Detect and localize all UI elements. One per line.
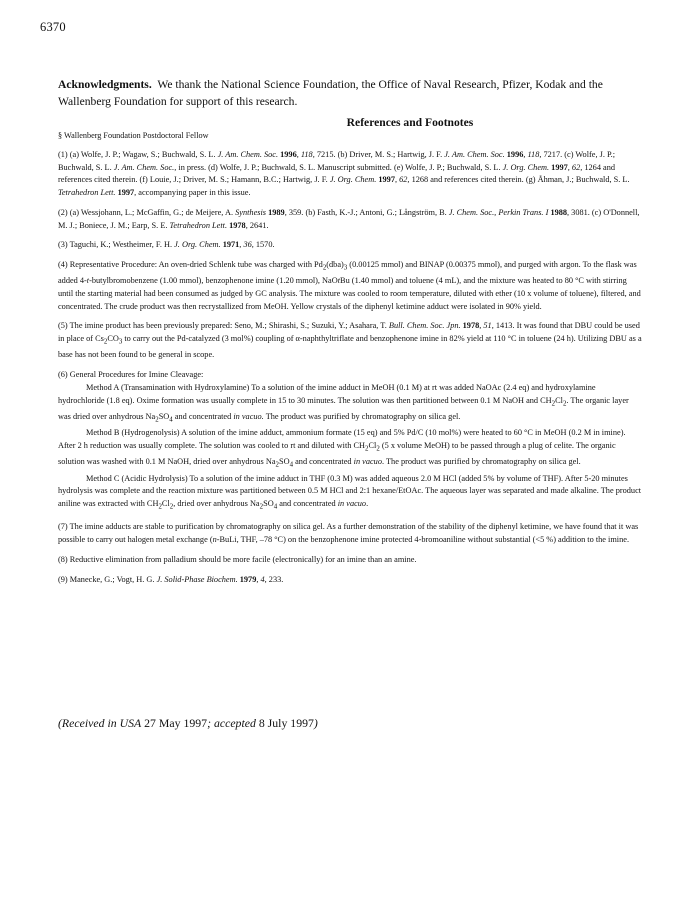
page-number: 6370 [40, 20, 66, 34]
reference-9: (9) Manecke, G.; Vogt, H. G. J. Solid-Phase Biochem. 1979, 4, 233. [58, 574, 284, 584]
acknowledgments-heading: Acknowledgments. [58, 78, 152, 91]
reference-4: (4) Representative Procedure: An oven-dried Schlenk tube was charged with $Pd_2(dba)_3$ (0.00125 mmol) and BINAP (0.00375 mmol), and purged with argon. To the flask was added 4-t-butylbromobenzene (1.00 mmol), benzophenone imine (1.20 mmol), NaOtBu (1.40 mmol) and toluene (4 mL), and the mixture was heated to 80 °C with stirring until the starting material had been consumed as judged by GC analysis. The mixture was cooled to room temperature, diluted with ether (10 x volume of toluene), filtered, and concentrated. The crude product was then recrystallized from MeOH. Yellow crystals of the diphenyl ketimine adduct were isolated in 90% yield. [58, 259, 641, 311]
article-body [58, 76, 642, 593]
reference-2: (2) (a) Wessjohann, L.; McGaffin, G.; de Meijere, A. Synthesis 1989, 359. (b) Fasth, K.-J.; Antoni, G.; Långström, B. J. Chem. Soc., Perkin Trans. I 1988, 3081. (c) O'Donnell, M. J.; Boniece, J. M.; Earp, S. E. Tetrahedron Lett. 1978, 2641. [58, 207, 640, 230]
reference-1: (1) (a) Wolfe, J. P.; Wagaw, S.; Buchwald, S. L. J. Am. Chem. Soc. 1996, 118, 7215. (b) Driver, M. S.; Hartwig, J. F. J. Am. Chem. Soc. 1996, 118, 7217. (c) Wolfe, J. P.; Buchwald, S. L. J. Am. Chem. Soc., in press. (d) Wolfe, J. P.; Buchwald, S. L. Manuscript submitted. (e) Wolfe, J. P.; Buchwald, S. L. J. Org. Chem. 1997, 62, 1264 and references cited therein. (f) Louie, J.; Driver, M. S.; Hamann, B.C.; Hartwig, J. F. J. Org. Chem. 1997, 62, 1268 and references cited therein. (g) Åhman, J.; Buchwald, S. L. Tetrahedron Lett. 1997, accompanying paper in this issue. [58, 150, 630, 198]
acknowledgments-text: We thank the National Science Foundation, the Office of Naval Research, Pfizer, Kodak and the Wallenberg Foundation for support of this research. [58, 78, 603, 108]
method-c-paragraph: Method C (Acidic Hydrolysis) To a solution of the imine adduct in THF (0.3 M) was added aqueous 2.0 M HCl (added 5% by volume of THF). After 5-20 minutes hydrolysis was complete and the reaction mixture was partitioned between 0.5 M HCl and 2:1 hexane/EtOAc. The aqueous layer was separated and made alkaline. The product aniline was extracted with $CH_2Cl_2$, dried over anhydrous $Na_2SO_4$ and concentrated in vacuo. [58, 473, 642, 511]
acknowledgments-paragraph [58, 76, 642, 110]
reference-7: (7) The imine adducts are stable to purification by chromatography on silica gel. As a further demonstration of the stability of the diphenyl ketimine, we have found that it was possible to carry out halogen metal exchange (n-BuLi, THF, –78 °C) on the benzophenone imine protected 4-bromoaniline without substantial (<5 %) addition to the imine. [58, 522, 639, 545]
affiliation-note: § Wallenberg Foundation Postdoctoral Fellow [58, 131, 209, 140]
references-title: References and Footnotes [346, 116, 474, 129]
reference-3: (3) Taguchi, K.; Westheimer, F. H. J. Org. Chem. 1971, 36, 1570. [58, 240, 275, 250]
method-b-paragraph: Method B (Hydrogenolysis) A solution of the imine adduct, ammonium formate (15 eq) and 5% Pd/C (10 mol%) were heated to 60 °C in MeOH (0.2 M in imine). After 2 h reduction was usually complete. The solution was cooled to rt and diluted with $CH_2Cl_2$ (5 x volume MeOH) to be passed through a plug of celite. The organic solution was washed with 0.1 M NaOH, dried over anhydrous $Na_2SO_4$ and concentrated in vacuo. The product was purified by chromatography on silica gel. [58, 428, 626, 469]
reference-6 [58, 369, 642, 514]
reference-6-title: (6) General Procedures for Imine Cleavage: [58, 370, 204, 380]
received-accepted-dates: (Received in USA 27 May 1997; accepted 8 July 1997) [58, 716, 318, 730]
reference-5: (5) The imine product has been previously prepared: Seno, M.; Shirashi, S.; Suzuki, Y.; Asahara, T. Bull. Chem. Soc. Jpn. 1978, 51, 1413. It was found that DBU could be used in place of $Cs_2CO_3$ to carry out the Pd-catalyzed (3 mol%) coupling of α-naphthyltriflate and benzophenone imine in 82% yield at 110 °C in toluene (24 h). Utilizing DBU as a base has not been found to be general in scope. [58, 321, 642, 360]
method-a-paragraph: Method A (Transamination with Hydroxylamine) To a solution of the imine adduct in MeOH (0.1 M) at rt was added NaOAc (2.4 eq) and hydroxylamine hydrochloride (1.8 eq). Oxime formation was usually complete in 15 to 30 minutes. The solution was then partitioned between 0.1 M NaOH and $CH_2Cl_2$. The organic layer was dried over anhydrous $Na_2SO_4$ and concentrated in vacuo. The product was purified by chromatography on silica gel. [58, 382, 629, 424]
reference-8: (8) Reductive elimination from palladium should be more facile (electronically) for an imine than an amine. [58, 554, 417, 564]
